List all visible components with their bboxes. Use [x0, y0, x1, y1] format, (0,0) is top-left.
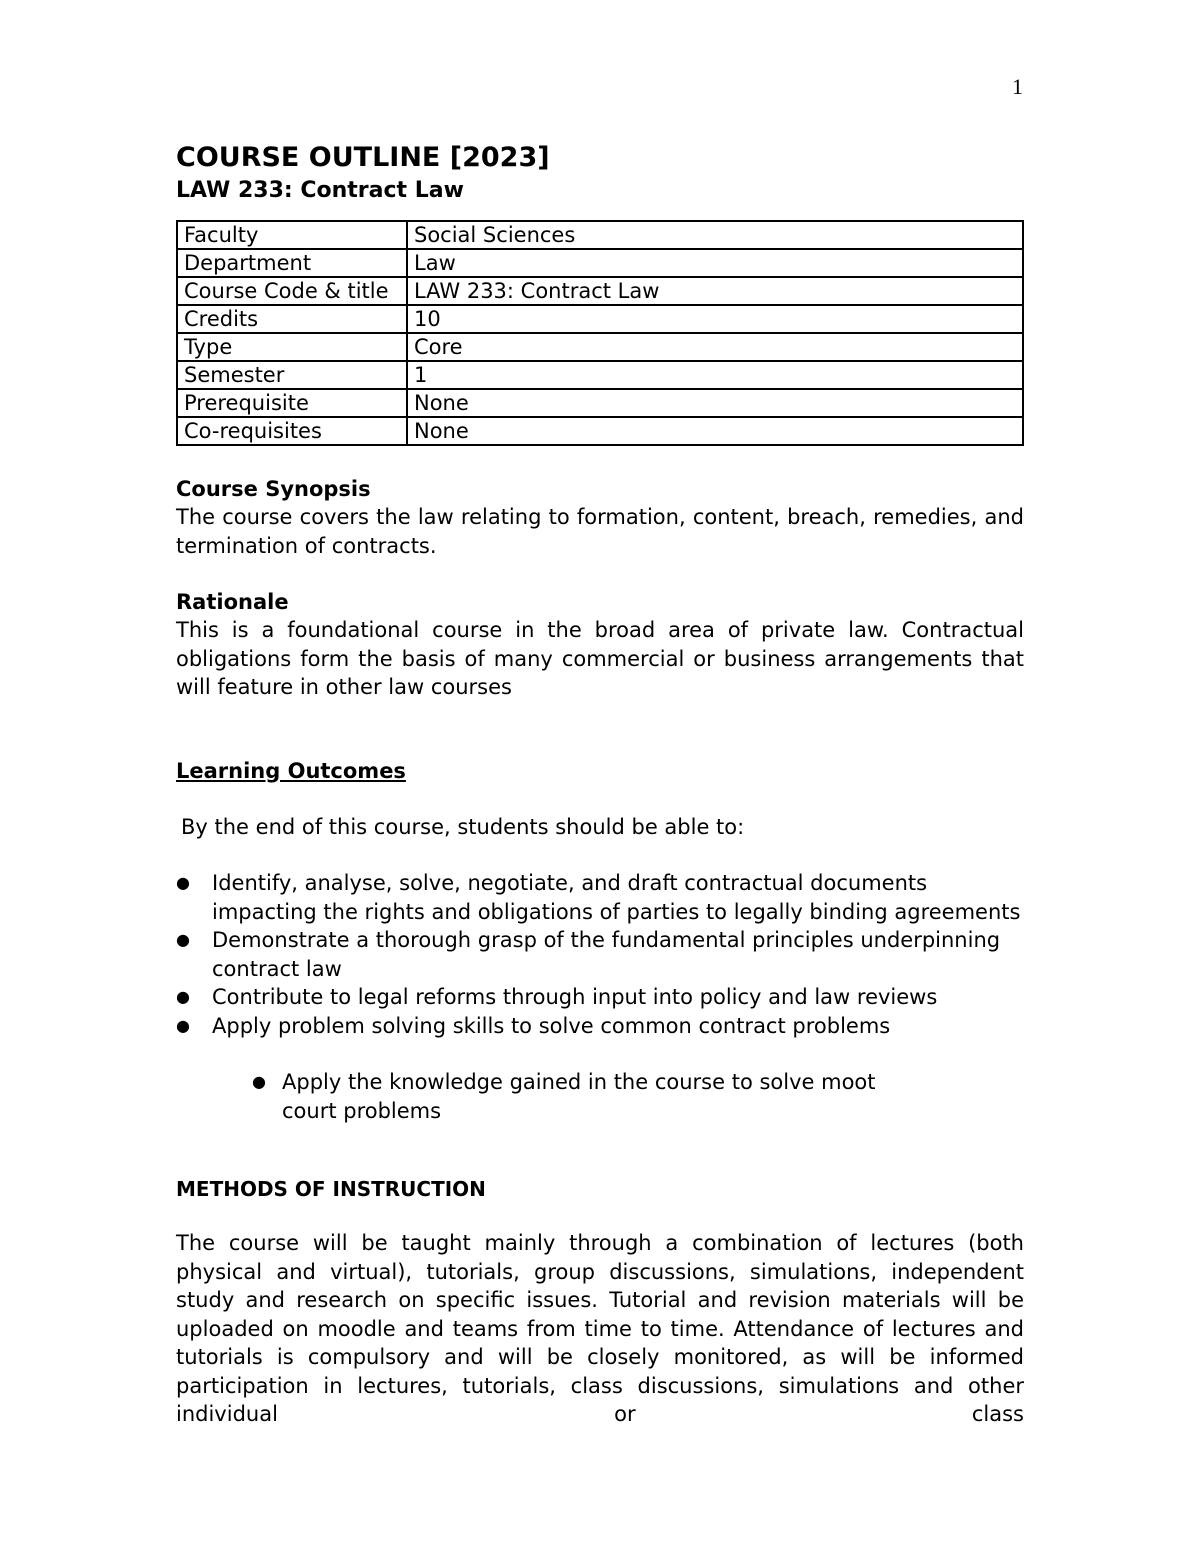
learning-outcomes-intro: By the end of this course, students should be able to:	[181, 814, 745, 839]
list-item	[176, 1012, 1024, 1041]
bullet-icon: ●	[252, 1072, 266, 1091]
table-row	[177, 389, 1023, 417]
bullet-icon: ●	[176, 930, 190, 949]
table-row	[177, 305, 1023, 333]
bullet-icon: ●	[176, 873, 190, 892]
course-info-table	[176, 220, 1024, 446]
list-item-text: Demonstrate a thorough grasp of the fundamental principles underpinning contract law	[212, 928, 1001, 981]
list-item-text: Identify, analyse, solve, negotiate, and draft contractual documents impacting the rights and obligations of parties to legally binding agreements	[212, 871, 1021, 924]
list-item	[176, 926, 1024, 983]
table-row	[177, 361, 1023, 389]
table-cell-key: Course Code & title	[177, 277, 407, 305]
list-item-text: Apply the knowledge gained in the course to solve moot court problems	[282, 1070, 876, 1123]
table-row	[177, 249, 1023, 277]
table-cell-value: LAW 233: Contract Law	[407, 277, 1023, 305]
learning-outcomes-heading: Learning Outcomes	[176, 758, 406, 783]
page-number: 1	[1012, 74, 1023, 99]
list-item-text: Contribute to legal reforms through input into policy and law reviews	[212, 985, 938, 1009]
table-row	[177, 417, 1023, 445]
course-subtitle: LAW 233: Contract Law	[176, 178, 464, 203]
table-cell-key: Department	[177, 249, 407, 277]
bullet-icon: ●	[176, 987, 190, 1006]
table-cell-value: 10	[407, 305, 1023, 333]
table-cell-value: Social Sciences	[407, 221, 1023, 249]
document-body	[176, 140, 1024, 1429]
synopsis-heading: Course Synopsis	[176, 477, 371, 501]
table-cell-key: Semester	[177, 361, 407, 389]
rationale-heading: Rationale	[176, 590, 289, 614]
table-cell-value: Law	[407, 249, 1023, 277]
document-title: COURSE OUTLINE [2023]	[176, 142, 550, 173]
rationale-text: This is a foundational course in the broad area of private law. Contractual obligations form the basis of many commercial or business arrangements that will feature in other law courses	[176, 618, 1024, 699]
table-cell-key: Credits	[177, 305, 407, 333]
table-row	[177, 333, 1023, 361]
table-row	[177, 277, 1023, 305]
list-item	[176, 983, 1024, 1012]
table-row	[177, 221, 1023, 249]
table-cell-value: None	[407, 417, 1023, 445]
methods-text: The course will be taught mainly through a combination of lectures (both physical and virtual), tutorials, group discussions, simulations, independent study and research on specific issues. Tutorial and revision materials will be uploaded on moodle and teams from time to time. Attendance of lectures and tutorials is compulsory and will be closely monitored, as will be informed participation in lectures, tutorials, class discussions, simulations and other individual or class	[176, 1231, 1024, 1426]
bullet-icon: ●	[176, 1015, 190, 1035]
table-cell-value: None	[407, 389, 1023, 417]
table-cell-key: Type	[177, 333, 407, 361]
learning-outcomes-list	[176, 869, 1024, 1125]
table-cell-key: Faculty	[177, 221, 407, 249]
table-cell-value: 1	[407, 361, 1023, 389]
table-cell-key: Prerequisite	[177, 389, 407, 417]
methods-heading: METHODS OF INSTRUCTION	[176, 1177, 486, 1201]
table-cell-key: Co-requisites	[177, 417, 407, 445]
list-item	[176, 1068, 1024, 1125]
table-cell-value: Core	[407, 333, 1023, 361]
synopsis-text: The course covers the law relating to formation, content, breach, remedies, and termination of contracts.	[176, 505, 1024, 558]
list-item-text: Apply problem solving skills to solve common contract problems	[212, 1013, 891, 1038]
list-item	[176, 869, 1024, 926]
